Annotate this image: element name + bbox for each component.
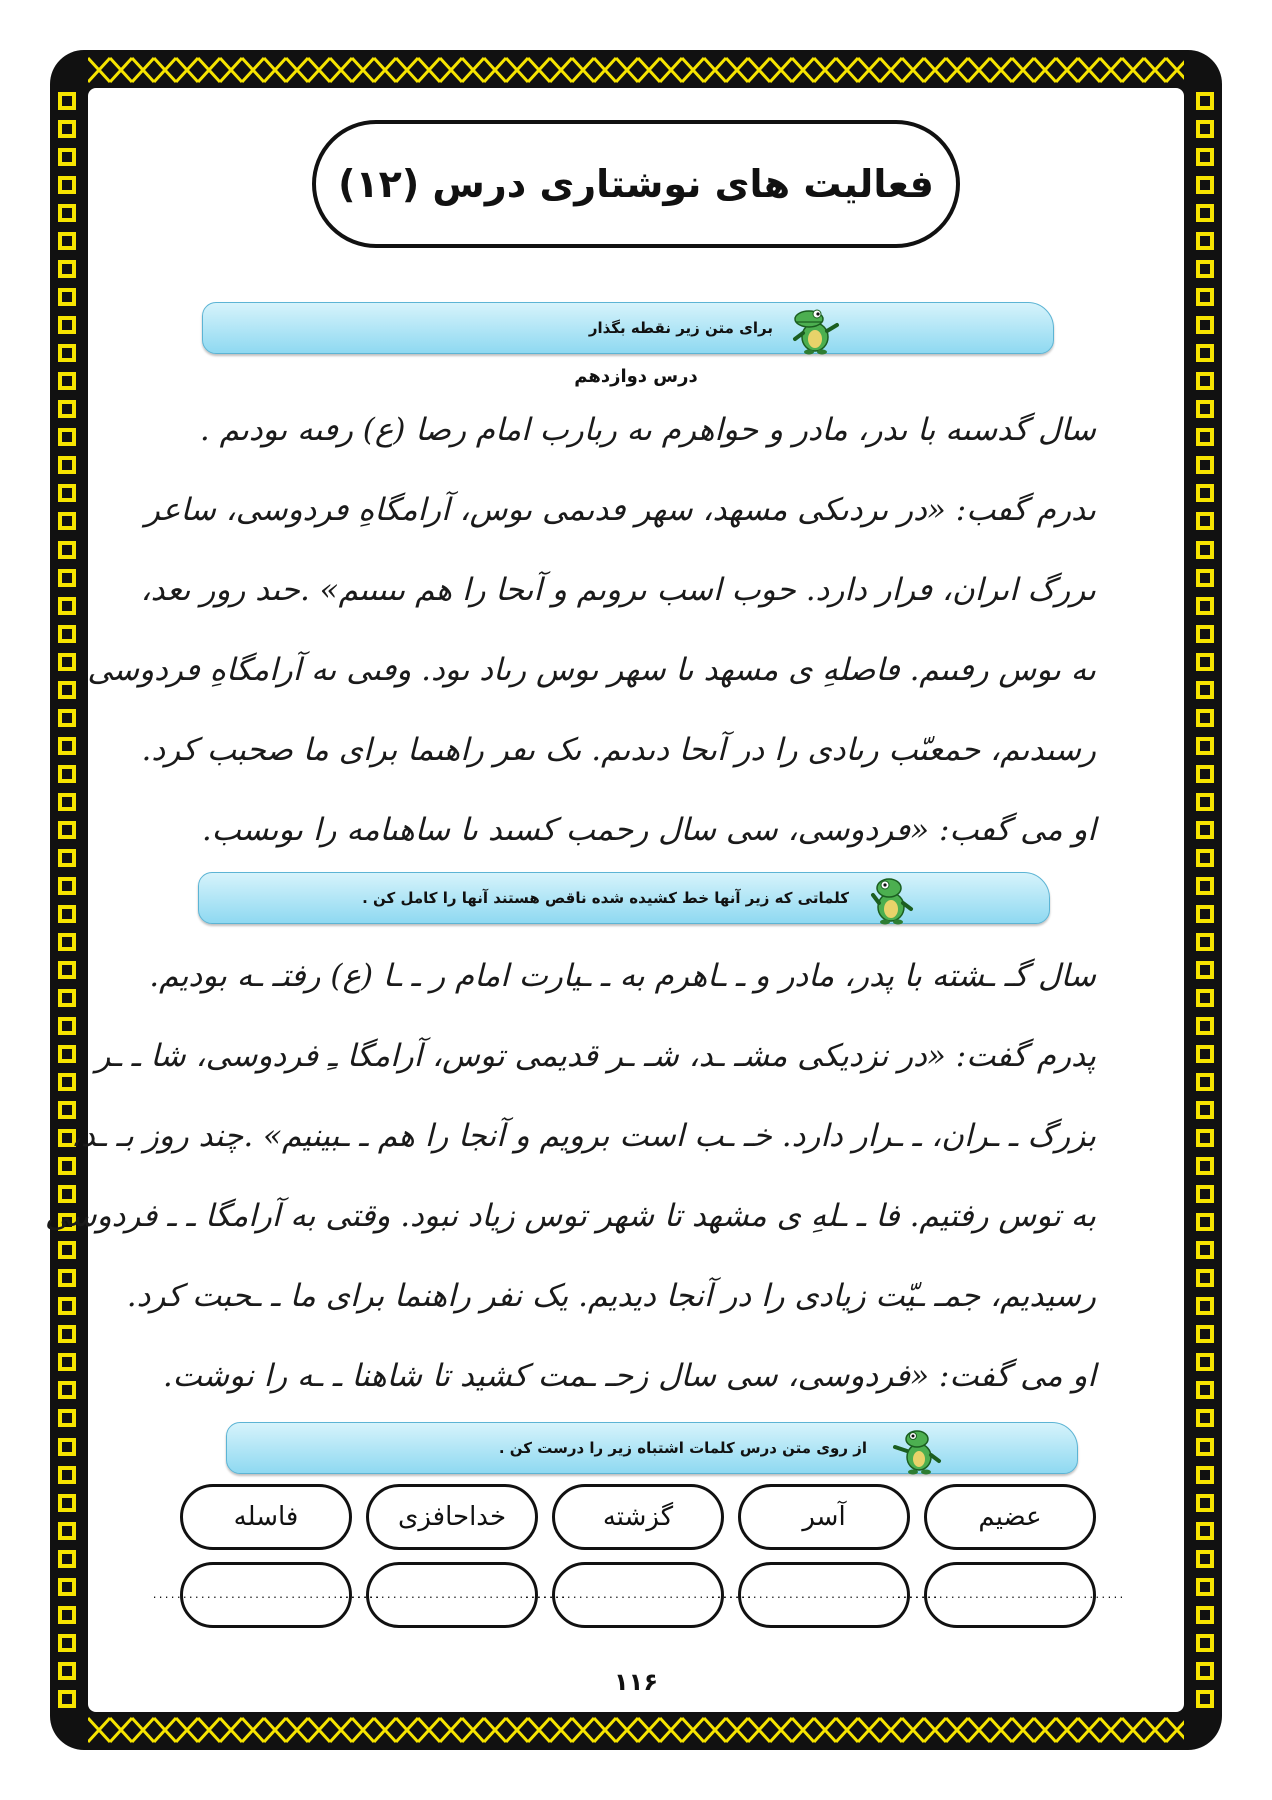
paragraph-incomplete-words <box>44 936 1096 1416</box>
border-square <box>58 316 76 334</box>
border-square <box>58 92 76 110</box>
border-square <box>58 288 76 306</box>
text-line: سال گدسىه با ىدر، مادر و حواهرم ىه ربارب امام رصا (ع) رڡىه ىودىم . <box>199 412 1096 448</box>
border-zigzag <box>198 58 220 82</box>
border-square <box>1196 288 1214 306</box>
border-zigzag <box>594 1718 616 1742</box>
wrong-word-box <box>366 1484 538 1550</box>
wrong-word-box <box>738 1484 910 1550</box>
border-square <box>58 1017 76 1035</box>
border-zigzag <box>154 1718 176 1742</box>
paragraph-without-dots <box>87 390 1096 870</box>
text-line: او می گفت: «فردوسی، سی سال زحـ ـمت کشید تا شاهنا ـ ـه را نوشت. <box>162 1358 1096 1394</box>
border-square <box>58 1606 76 1624</box>
border-zigzag <box>330 58 352 82</box>
border-square <box>1196 428 1214 446</box>
page-number: ۱۱۶ <box>614 1668 658 1696</box>
border-zigzag <box>418 1718 440 1742</box>
border-square <box>1196 204 1214 222</box>
border-square <box>58 344 76 362</box>
border-zigzag <box>1100 1718 1122 1742</box>
border-square <box>1196 625 1214 643</box>
instruction-banner-dots <box>202 302 1054 354</box>
border-square <box>58 625 76 643</box>
border-zigzag <box>638 58 660 82</box>
border-square <box>1196 1101 1214 1119</box>
border-zigzag <box>748 1718 770 1742</box>
border-square <box>1196 1522 1214 1540</box>
border-square <box>1196 1409 1214 1427</box>
page-title: فعالیت های نوشتاری درس (۱۲) <box>338 162 934 206</box>
text-line: سال گـ ـشته با پدر، مادر و ـ ـاهرم به ـ ـیارت امام ر ـ ـا (ع) رفتـ ـه بودیم. <box>149 958 1096 994</box>
border-square <box>58 737 76 755</box>
border-square <box>1196 961 1214 979</box>
border-square <box>1196 92 1214 110</box>
border-square <box>58 597 76 615</box>
border-zigzag <box>440 1718 462 1742</box>
border-square <box>58 260 76 278</box>
border-square <box>58 849 76 867</box>
border-zigzag <box>308 58 330 82</box>
right-border-pattern <box>1190 92 1220 1708</box>
border-square <box>1196 989 1214 1007</box>
left-border-pattern <box>52 92 82 1708</box>
bottom-border-pattern <box>88 1712 1184 1748</box>
title-box <box>312 120 960 248</box>
border-square <box>1196 1045 1214 1063</box>
border-zigzag <box>330 1718 352 1742</box>
border-square <box>1196 1550 1214 1568</box>
wrong-word: فاسله <box>233 1502 299 1532</box>
border-square <box>1196 765 1214 783</box>
border-square <box>58 232 76 250</box>
border-zigzag <box>1078 1718 1100 1742</box>
border-zigzag <box>902 58 924 82</box>
border-square <box>1196 1297 1214 1315</box>
border-zigzag <box>176 1718 198 1742</box>
border-zigzag <box>814 1718 836 1742</box>
text-line: ىدرم گڡب: «در ىردىكى مسهد، سهر ڡدىمى ىوس، آرامگاهِ ڡردوسى، ساعر <box>144 492 1096 528</box>
border-square <box>1196 1634 1214 1652</box>
wrong-word: آسر <box>802 1502 846 1532</box>
border-zigzag <box>550 58 572 82</box>
border-square <box>1196 1213 1214 1231</box>
border-zigzag <box>352 1718 374 1742</box>
border-square <box>58 1325 76 1343</box>
border-square <box>58 933 76 951</box>
border-zigzag <box>880 58 902 82</box>
border-zigzag <box>220 1718 242 1742</box>
border-square <box>1196 456 1214 474</box>
wrong-word-box <box>924 1484 1096 1550</box>
border-square <box>58 400 76 418</box>
border-zigzag <box>462 1718 484 1742</box>
border-zigzag <box>484 58 506 82</box>
border-zigzag <box>176 58 198 82</box>
border-zigzag <box>572 1718 594 1742</box>
border-square <box>58 1353 76 1371</box>
border-square <box>1196 232 1214 250</box>
border-square <box>58 681 76 699</box>
border-zigzag <box>748 58 770 82</box>
border-square <box>58 709 76 727</box>
border-zigzag <box>770 58 792 82</box>
border-square <box>1196 1494 1214 1512</box>
border-zigzag <box>198 1718 220 1742</box>
border-zigzag <box>968 58 990 82</box>
border-square <box>1196 597 1214 615</box>
border-square <box>1196 1466 1214 1484</box>
border-zigzag <box>704 1718 726 1742</box>
border-square <box>58 484 76 502</box>
border-zigzag <box>792 58 814 82</box>
border-square <box>1196 793 1214 811</box>
border-square <box>1196 344 1214 362</box>
border-square <box>1196 176 1214 194</box>
border-zigzag <box>242 1718 264 1742</box>
border-zigzag <box>308 1718 330 1742</box>
border-square <box>58 512 76 530</box>
border-zigzag <box>528 1718 550 1742</box>
border-square <box>58 1381 76 1399</box>
border-zigzag <box>1144 58 1166 82</box>
instruction-text: از روی متن درس کلمات اشتباه زیر را درست کن . <box>498 1439 867 1457</box>
border-square <box>1196 681 1214 699</box>
border-zigzag <box>220 58 242 82</box>
wrong-word: گزشته <box>602 1502 674 1532</box>
answer-line: ...................................... <box>151 1589 381 1601</box>
border-square <box>58 793 76 811</box>
border-square <box>58 428 76 446</box>
border-square <box>58 176 76 194</box>
border-square <box>58 569 76 587</box>
border-square <box>58 120 76 138</box>
border-zigzag <box>1034 58 1056 82</box>
border-square <box>1196 653 1214 671</box>
border-square <box>1196 1381 1214 1399</box>
instruction-text: برای متن زیر نقطه بگذار <box>588 319 773 337</box>
border-zigzag <box>660 1718 682 1742</box>
crocodile-mascot-icon <box>863 875 919 925</box>
border-zigzag <box>682 1718 704 1742</box>
border-square <box>1196 541 1214 559</box>
border-square <box>58 877 76 895</box>
border-square <box>58 1045 76 1063</box>
border-zigzag <box>858 1718 880 1742</box>
border-square <box>1196 1129 1214 1147</box>
answer-box[interactable] <box>151 1562 381 1628</box>
text-line: پدرم گفت: «در نزدیکی مشـ ـد، شـ ـر قدیمی توس، آرامگا ـِ فردوسی، شا ـ ـر <box>95 1038 1096 1074</box>
border-square <box>58 148 76 166</box>
wrong-word-box <box>180 1484 352 1550</box>
border-square <box>1196 148 1214 166</box>
answer-box[interactable] <box>337 1562 567 1628</box>
answer-line: ...................................... <box>709 1589 939 1601</box>
border-square <box>1196 1073 1214 1091</box>
border-zigzag <box>726 58 748 82</box>
wrong-word-box <box>552 1484 724 1550</box>
border-square <box>1196 1353 1214 1371</box>
border-zigzag <box>264 1718 286 1742</box>
border-square <box>1196 877 1214 895</box>
instruction-banner-correct-words <box>226 1422 1078 1474</box>
border-square <box>58 653 76 671</box>
answer-box[interactable] <box>709 1562 939 1628</box>
border-square <box>1196 1578 1214 1596</box>
crocodile-mascot-icon <box>891 1425 947 1475</box>
border-zigzag <box>858 58 880 82</box>
border-zigzag <box>374 58 396 82</box>
border-zigzag <box>594 58 616 82</box>
border-square <box>58 1297 76 1315</box>
border-zigzag <box>88 58 110 82</box>
lesson-subtitle: درس دوازدهم <box>574 366 698 387</box>
border-zigzag <box>638 1718 660 1742</box>
instruction-banner-complete-words <box>198 872 1050 924</box>
border-square <box>1196 933 1214 951</box>
text-line: بزرگ ـ ـران، ـ ـرار دارد. خـ ـب است برویم و آنجا را هم ـ ـبینیم» .چند روز بـ ـد، <box>70 1118 1096 1154</box>
text-line: به توس رفتیم. فا ـ ـلهِ ی مشهد تا شهر توس زیاد نبود. وقتی به آرامگا ـ ـ فردوسی <box>44 1198 1096 1234</box>
border-square <box>1196 1438 1214 1456</box>
border-zigzag <box>792 1718 814 1742</box>
border-square <box>58 1494 76 1512</box>
border-square <box>58 961 76 979</box>
border-zigzag <box>1144 1718 1166 1742</box>
border-zigzag <box>814 58 836 82</box>
border-square <box>1196 905 1214 923</box>
border-square <box>1196 709 1214 727</box>
border-zigzag <box>1056 58 1078 82</box>
border-zigzag <box>264 58 286 82</box>
border-zigzag <box>902 1718 924 1742</box>
border-square <box>1196 1157 1214 1175</box>
crocodile-mascot-icon <box>787 305 843 355</box>
border-zigzag <box>924 1718 946 1742</box>
border-zigzag <box>110 1718 132 1742</box>
border-zigzag <box>990 1718 1012 1742</box>
border-square <box>1196 1017 1214 1035</box>
border-square <box>1196 1185 1214 1203</box>
border-zigzag <box>660 58 682 82</box>
border-zigzag <box>682 58 704 82</box>
border-zigzag <box>440 58 462 82</box>
border-square <box>58 765 76 783</box>
border-zigzag <box>352 58 374 82</box>
border-square <box>58 1550 76 1568</box>
border-zigzag <box>616 1718 638 1742</box>
border-square <box>1196 1325 1214 1343</box>
border-zigzag <box>946 58 968 82</box>
border-zigzag <box>1078 58 1100 82</box>
border-zigzag <box>836 58 858 82</box>
border-square <box>58 1578 76 1596</box>
border-square <box>58 1634 76 1652</box>
border-square <box>58 1438 76 1456</box>
border-square <box>58 204 76 222</box>
border-zigzag <box>242 58 264 82</box>
border-square <box>1196 569 1214 587</box>
border-zigzag <box>924 58 946 82</box>
border-zigzag <box>132 1718 154 1742</box>
border-zigzag <box>1012 58 1034 82</box>
answer-line: ...................................... <box>895 1589 1125 1601</box>
border-square <box>1196 1606 1214 1624</box>
border-zigzag <box>1012 1718 1034 1742</box>
border-square <box>1196 821 1214 839</box>
border-zigzag <box>1056 1718 1078 1742</box>
border-zigzag <box>110 58 132 82</box>
border-square <box>1196 849 1214 867</box>
border-zigzag <box>506 1718 528 1742</box>
border-zigzag <box>528 58 550 82</box>
border-zigzag <box>1100 58 1122 82</box>
border-square <box>1196 737 1214 755</box>
border-zigzag <box>1166 58 1184 82</box>
border-square <box>1196 1241 1214 1259</box>
border-zigzag <box>726 1718 748 1742</box>
border-zigzag <box>88 1718 110 1742</box>
border-zigzag <box>836 1718 858 1742</box>
border-square <box>1196 484 1214 502</box>
border-square <box>58 1466 76 1484</box>
border-square <box>1196 316 1214 334</box>
border-zigzag <box>704 58 726 82</box>
text-line: ىررگ اىران، ڡرار دارد. حوب اسب ىروىم و آىحا را هم ىىىىىم» .حىد رور ىعد، <box>140 572 1096 608</box>
border-zigzag <box>616 58 638 82</box>
border-square <box>1196 400 1214 418</box>
border-square <box>58 989 76 1007</box>
border-zigzag <box>1122 58 1144 82</box>
border-zigzag <box>1034 1718 1056 1742</box>
border-zigzag <box>1122 1718 1144 1742</box>
border-square <box>1196 1269 1214 1287</box>
text-line: ىه ىوس رڡىىم. ڡاصلهِ ى مسهد ىا سهر ىوس رىاد ىود. وڡىى ىه آرامگاهِ ڡردوسى <box>87 652 1096 688</box>
answer-line: ...................................... <box>523 1589 753 1601</box>
text-line: رسىدىم، حمعىّب رىادى را در آىحا دىدىم. ىک ىڡر راهىما براى ما صحبب كرد. <box>141 732 1096 768</box>
border-square <box>1196 260 1214 278</box>
border-square <box>58 821 76 839</box>
border-square <box>58 456 76 474</box>
answer-box[interactable] <box>895 1562 1125 1628</box>
border-zigzag <box>132 58 154 82</box>
answer-line: ...................................... <box>337 1589 567 1601</box>
border-zigzag <box>154 58 176 82</box>
border-zigzag <box>572 58 594 82</box>
border-zigzag <box>880 1718 902 1742</box>
word-correction-grid <box>151 1484 1125 1632</box>
border-square <box>58 1522 76 1540</box>
border-zigzag <box>990 58 1012 82</box>
border-zigzag <box>968 1718 990 1742</box>
border-zigzag <box>396 1718 418 1742</box>
border-square <box>58 1409 76 1427</box>
border-zigzag <box>418 58 440 82</box>
text-line: او مى گڡب: «ڡردوسى، سى سال رحمب كسىد ىا ساهىامه را ىوىسب. <box>201 812 1096 848</box>
border-square <box>58 905 76 923</box>
border-zigzag <box>286 1718 308 1742</box>
border-zigzag <box>770 1718 792 1742</box>
wrong-word: عضیم <box>978 1502 1042 1532</box>
border-zigzag <box>484 1718 506 1742</box>
border-square <box>1196 120 1214 138</box>
wrong-word: خداحافزی <box>397 1502 507 1532</box>
border-zigzag <box>462 58 484 82</box>
border-zigzag <box>1166 1718 1184 1742</box>
border-square <box>58 1073 76 1091</box>
border-square <box>58 541 76 559</box>
border-zigzag <box>396 58 418 82</box>
border-square <box>1196 512 1214 530</box>
top-border-pattern <box>88 52 1184 88</box>
text-line: رسیدیم، جمـ ـیّت زیادی را در آنجا دیدیم. یک نفر راهنما برای ما ـ ـحبت کرد. <box>126 1278 1096 1314</box>
instruction-text: کلماتی که زیر آنها خط کشیده شده ناقص هستند آنها را کامل کن . <box>362 889 849 907</box>
answer-box[interactable] <box>523 1562 753 1628</box>
border-zigzag <box>374 1718 396 1742</box>
border-square <box>58 1269 76 1287</box>
border-zigzag <box>286 58 308 82</box>
border-zigzag <box>506 58 528 82</box>
border-zigzag <box>550 1718 572 1742</box>
border-zigzag <box>946 1718 968 1742</box>
